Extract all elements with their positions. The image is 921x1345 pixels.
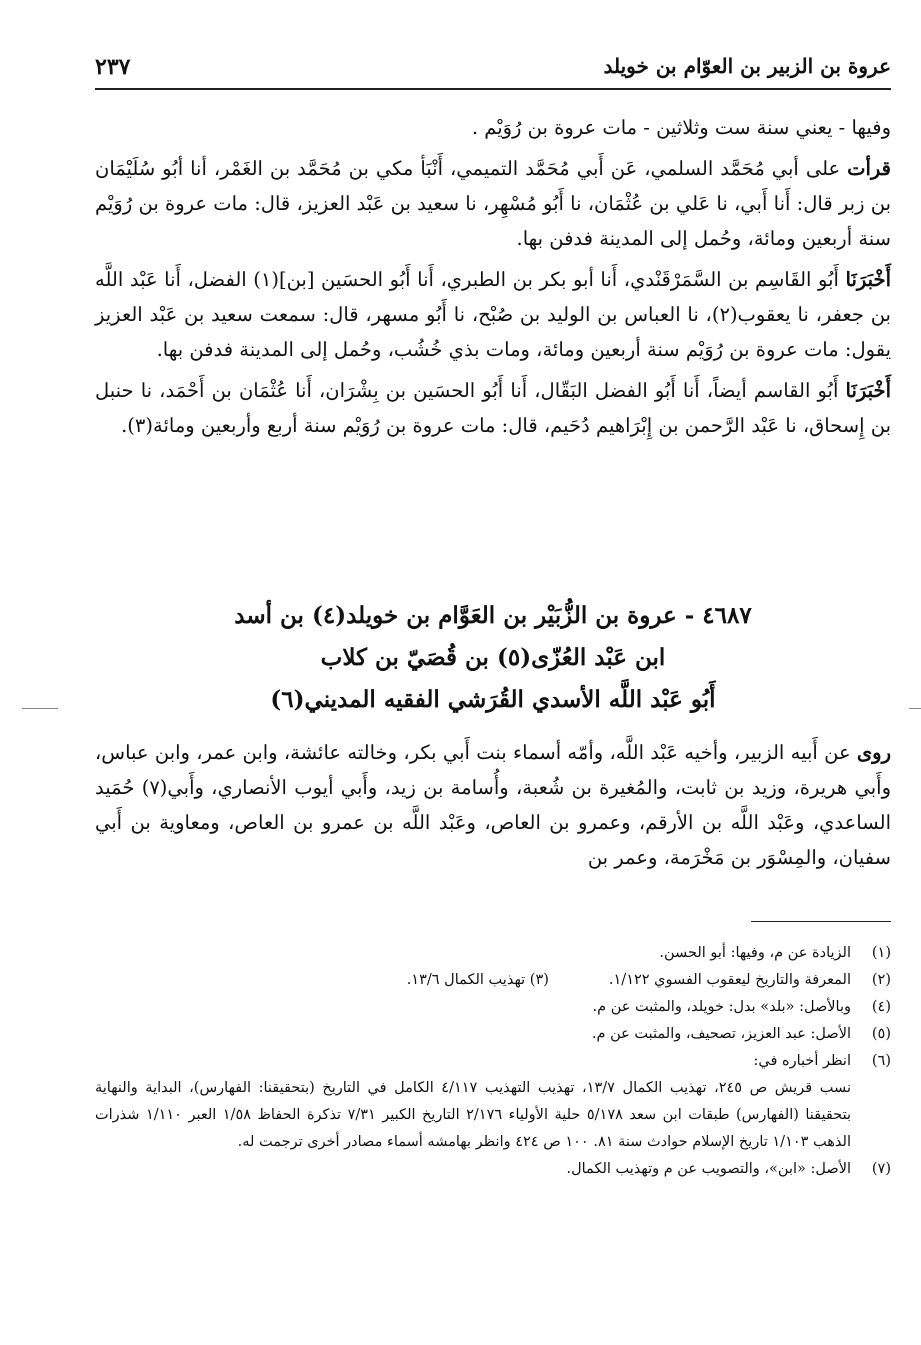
entry-text: روى عن أَبيه الزبير، وأخيه عَبْد اللَّه، وأمّه أسماء بنت أَبي بكر، وخالته عائشة، وابن عمر، وابن عباس، وأَبي هريرة، وزيد بن ثابت، والمُغيرة بن شُعبة، وأُسامة بن زيد، وأَبي أيوب الأنصاري، وأَبي(٧) حُمَيد الساعدي، وعَبْد اللَّه بن الأرقم، وعمرو بن العاص، وعَبْد اللَّه بن عمرو بن العاص، ومعاوية بن أَبي سفيان، والمِسْوَر بن مَخْرَمة، وعمر بن (95, 741, 891, 869)
footnote-text: الأصل: عبد العزيز، تصحيف، والمثبت عن م. (591, 1026, 851, 1042)
footnotes (95, 940, 891, 1183)
entry-heading-line: ابن عَبْد العُزّى(٥) بن قُصَيّ بن كلاب (320, 644, 666, 671)
footnote-text-inline: (٣) تهذيب الكمال ١٣/٦. (406, 972, 549, 988)
footnote-text: الزيادة عن م، وفيها: أبو الحسن. (659, 945, 851, 961)
footnote-sources: نسب قريش ص ٢٤٥، تهذيب الكمال ١٣/٧، تهذيب التهذيب ٤/١١٧ الكامل في التاريخ (بتحقيقنا: الفهارس)، البداية والنهاية بتحقيقنا (الفهارس) طبقات ابن سعد ٥/١٧٨ حلية الأولياء ٢/١٧٦ التاريخ الكبير ٧/٣١ تذكرة الحفاظ ١/٥٨ العبر ١/١١٠ شذرات الذهب ١/١٠٣ تاريخ الإسلام حوادث سنة ٨١. ١٠٠ ص ٤٢٤ وانظر بهامشه أسماء مصادر أخرى ترجمت له. (95, 1080, 851, 1150)
footnote-divider (751, 921, 891, 922)
main-text (95, 110, 891, 449)
footnote-text: المعرفة والتاريخ ليعقوب الفسوي ١/١٢٢. (608, 972, 851, 988)
paragraph: وفيها - يعني سنة ست وثلاثين - مات عروة بن رُوَيْم . (471, 116, 891, 139)
footnote-number: (٢) (871, 972, 891, 988)
page-number: ٢٣٧ (95, 54, 131, 80)
footnote (95, 1156, 891, 1183)
footnote-number: (٦) (871, 1053, 891, 1069)
footnote (95, 1048, 891, 1075)
footnote (95, 994, 891, 1021)
footnote-text: انظر أخباره في: (753, 1053, 851, 1069)
footnote-number: (٧) (871, 1161, 891, 1177)
paragraph: أَخْبَرَنَا أَبُو القاسم أيضاً، أَنا أَبُو الفضل البَقّال، أَنا أَبُو الحسَين بن بِشْرَان، أَنا عُثْمَان بن أَحْمَد، نا حنبل بن إِسحاق، نا عَبْد الرَّحمن بن إِبْرَاهيم دُحَيم، قال: مات عروة بن رُوَيْم سنة أربع وأربعين ومائة(٣). (95, 379, 891, 437)
paragraph: أَخْبَرَنَا أَبُو القَاسِم بن السَّمَرْقَنْدي، أَنا أبو بكر بن الطبري، أَنا أَبُو الحسَين [بن](١) الفضل، أَنا عَبْد اللَّه بن جعفر، نا يعقوب(٢)، نا العباس بن الوليد بن صُبْح، نا أَبُو مسهر، قال: سمعت سعيد بن عَبْد العزيز يقول: مات عروة بن رُوَيْم سنة أربعين ومائة، ومات بذي خُشُب، وحُمل إلى المدينة فدفن بها. (95, 268, 891, 361)
entry-heading-line: أَبُو عَبْد اللَّه الأسدي القُرَشي الفقيه المديني(٦) (270, 686, 716, 713)
footnote-number: (١) (871, 945, 891, 961)
footnote (95, 1021, 891, 1048)
page-header (95, 54, 891, 90)
entry-heading-line: ٤٦٨٧ - عروة بن الزُّبَيْر بن العَوَّام بن خويلد(٤) بن أسد (234, 602, 752, 629)
footnote-text: وبالأصل: «بلد» بدل: خويلد، والمثبت عن م. (592, 999, 851, 1015)
footnote-number: (٥) (871, 1026, 891, 1042)
paragraph-lead: قرأت (847, 157, 891, 180)
paragraph-lead: أَخْبَرَنَا (845, 379, 891, 402)
margin-mark (909, 708, 921, 709)
paragraph: قرأت على أبي مُحَمَّد السلمي، عَن أَبي مُحَمَّد التميمي، أَنْبَأ مكي بن مُحَمَّد بن الغَمْر، أنا أبُو سُلَيْمَان بن زبر قال: أَنا أَبي، نا عَلي بن عُثْمَان، نا أَبُو مُسْهِر، نا سعيد بن عَبْد العزيز، قال: مات عروة بن رُوَيْم سنة أربعين ومائة، وحُمل إلى المدينة فدفن بها. (95, 157, 891, 250)
margin-mark (22, 708, 58, 709)
entry-lead: روى (856, 741, 891, 764)
paragraph-lead: أَخْبَرَنَا (845, 268, 891, 291)
footnote-number: (٤) (871, 999, 891, 1015)
footnote (95, 967, 891, 994)
entry-heading (95, 595, 891, 721)
running-title: عروة بن الزبير بن العوّام بن خويلد (603, 54, 891, 78)
footnote-text: الأصل: «ابن»، والتصويب عن م وتهذيب الكمال. (566, 1161, 851, 1177)
footnote (95, 940, 891, 967)
